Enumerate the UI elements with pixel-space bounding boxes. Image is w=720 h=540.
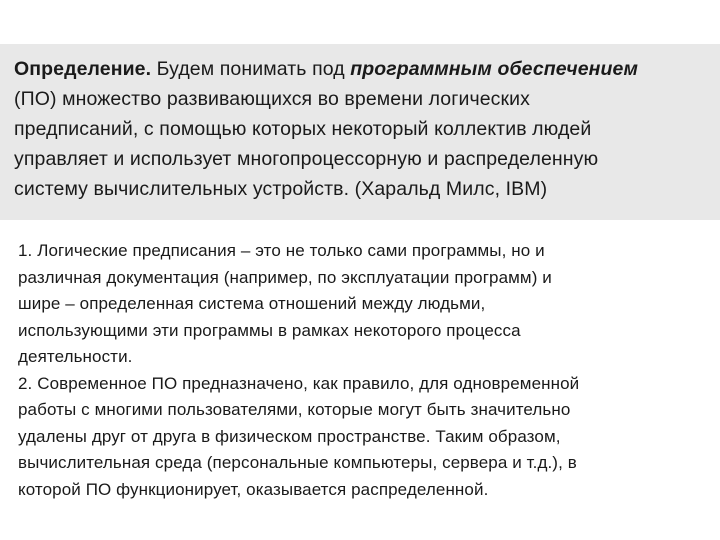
note-line: работы с многими пользователями, которые могут быть значительно bbox=[18, 400, 571, 419]
note-line: использующими эти программы в рамках некоторого процесса bbox=[18, 320, 521, 340]
note-line: деятельности. bbox=[18, 347, 133, 366]
note-line: вычислительная среда (персональные компьютеры, сервера и т.д.), в bbox=[18, 453, 577, 472]
definition-line: управляет и использует многопроцессорную и распределенную bbox=[14, 148, 599, 170]
note-line: различная документация (например, по эксплуатации программ) и bbox=[18, 267, 552, 287]
definition-line: предписаний, с помощью которых некоторый коллектив людей bbox=[14, 118, 592, 140]
note-line: шире – определенная система отношений между людьми, bbox=[18, 294, 486, 313]
note-line: которой ПО функционирует, оказывается распределенной. bbox=[18, 479, 489, 499]
note-line: 2. Современное ПО предназначено, как правило, для одновременной bbox=[18, 373, 580, 393]
definition-paragraph bbox=[14, 54, 710, 204]
definition-line bbox=[14, 54, 710, 84]
definition-line: (ПО) множество развивающихся во времени логических bbox=[14, 88, 530, 110]
definition-term: программным обеспечением bbox=[350, 58, 639, 80]
definition-line: систему вычислительных устройств. (Харальд Милс, IBM) bbox=[14, 178, 548, 200]
note-line: удалены друг от друга в физическом пространстве. Таким образом, bbox=[18, 426, 561, 446]
note-line: 1. Логические предписания – это не только сами программы, но и bbox=[18, 241, 545, 260]
definition-intro: Будем понимать под bbox=[151, 58, 351, 80]
notes-paragraph bbox=[18, 238, 710, 503]
definition-label: Определение. bbox=[14, 58, 152, 80]
